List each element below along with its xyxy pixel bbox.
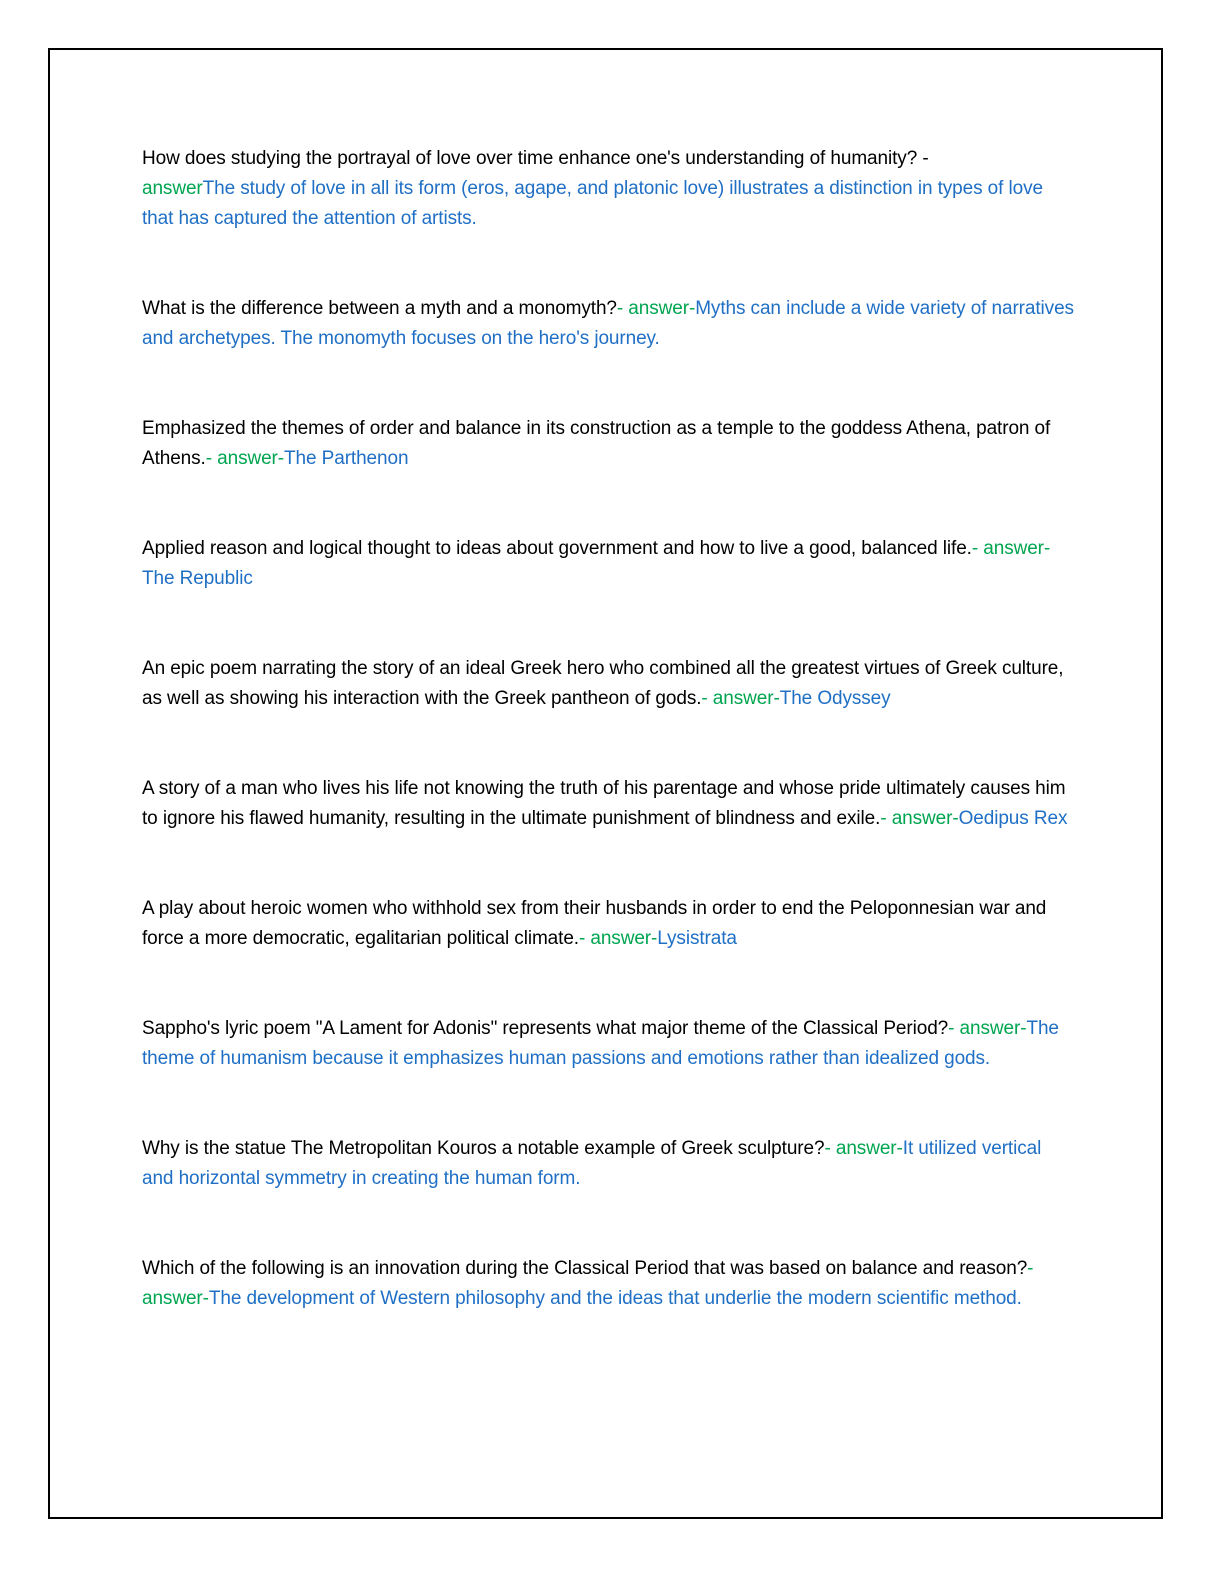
question-text: Applied reason and logical thought to ideas about government and how to live a good, balanced life. <box>142 538 972 559</box>
answer-text: Lysistrata <box>657 928 737 949</box>
answer-text: The Odyssey <box>779 688 891 709</box>
answer-marker: - answer- <box>824 1138 903 1159</box>
question-text: How does studying the portrayal of love over time enhance one's understanding of humanity? - <box>142 148 929 169</box>
answer-text: The theme of humanism because it emphasizes human passions and emotions rather than idealized gods. <box>142 1018 1059 1069</box>
answer-text: The study of love in all its form (eros, agape, and platonic love) illustrates a distinction in types of love that has captured the attention of artists. <box>142 178 1043 229</box>
answer-text: The Parthenon <box>284 448 409 469</box>
answer-marker: - answer- <box>971 538 1051 559</box>
answer-marker: - answer- <box>948 1018 1027 1039</box>
answer-text: The Republic <box>142 568 253 589</box>
qa-item <box>142 1254 1077 1314</box>
question-text: Which of the following is an innovation during the Classical Period that was based on balance and reason? <box>142 1258 1028 1279</box>
answer-marker: - answer- <box>142 1258 1034 1309</box>
qa-item <box>142 1134 1077 1194</box>
question-text: Emphasized the themes of order and balance in its construction as a temple to the goddess Athena, patron of Athens. <box>142 418 1051 469</box>
answer-marker: - answer- <box>578 928 658 949</box>
qa-item <box>142 144 1077 234</box>
question-text: An epic poem narrating the story of an ideal Greek hero who combined all the greatest virtues of Greek culture, as well as showing his interaction with the Greek pantheon of gods. <box>142 658 1064 709</box>
qa-item <box>142 894 1077 954</box>
answer-text: Oedipus Rex <box>958 808 1068 829</box>
qa-item <box>142 654 1077 714</box>
answer-marker: - answer- <box>701 688 780 709</box>
qa-item <box>142 534 1077 594</box>
question-text: What is the difference between a myth and a monomyth? <box>142 298 617 319</box>
answer-marker: answer <box>142 178 203 199</box>
question-text: A play about heroic women who withhold sex from their husbands in order to end the Peloponnesian war and force a more democratic, egalitarian political climate. <box>142 898 1047 949</box>
question-text: A story of a man who lives his life not knowing the truth of his parentage and whose pride ultimately causes him to ignore his flawed humanity, resulting in the ultimate punishment of blindness and exile. <box>142 778 1066 829</box>
qa-item <box>142 774 1077 834</box>
qa-list <box>142 144 1077 1314</box>
answer-marker: - answer- <box>205 448 285 469</box>
question-text: Why is the statue The Metropolitan Kouros a notable example of Greek sculpture? <box>142 1138 825 1159</box>
answer-text: Myths can include a wide variety of narratives and archetypes. The monomyth focuses on the hero's journey. <box>142 298 1074 349</box>
answer-text: The development of Western philosophy and the ideas that underlie the modern scientific method. <box>208 1288 1022 1309</box>
answer-text: It utilized vertical and horizontal symmetry in creating the human form. <box>142 1138 1042 1189</box>
qa-item <box>142 294 1077 354</box>
answer-marker: - answer- <box>880 808 959 829</box>
qa-item <box>142 1014 1077 1074</box>
answer-marker: - answer- <box>616 298 696 319</box>
qa-item <box>142 414 1077 474</box>
question-text: Sappho's lyric poem "A Lament for Adonis" represents what major theme of the Classical Period? <box>142 1018 949 1039</box>
